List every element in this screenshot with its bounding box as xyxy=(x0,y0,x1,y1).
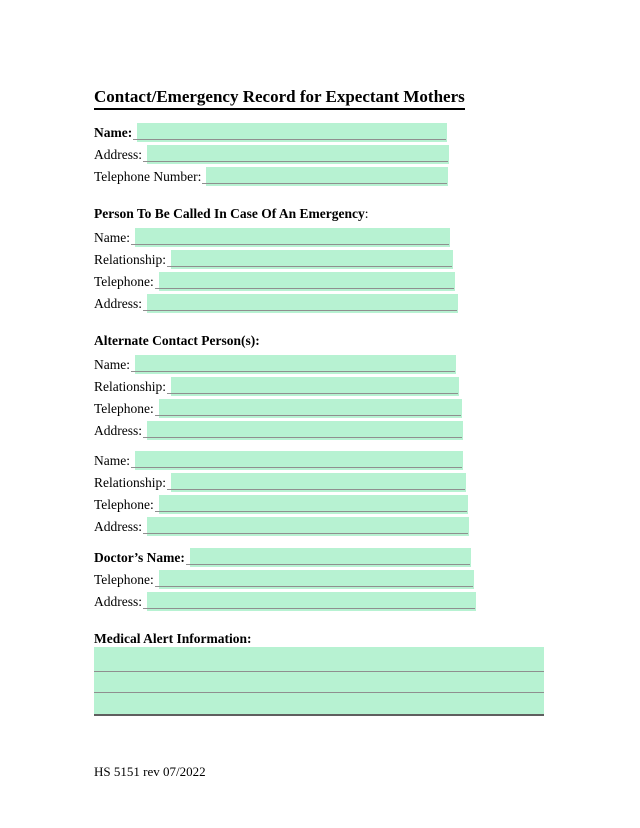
mother-address-blank[interactable] xyxy=(147,145,449,164)
alt1-name-blank[interactable] xyxy=(135,355,456,374)
heading-emergency-contact-text: Person To Be Called In Case Of An Emergency xyxy=(94,206,365,221)
emergency-name-label: Name: xyxy=(94,230,130,245)
field-row-alt1-name xyxy=(94,355,456,374)
field-row-alt2-telephone xyxy=(94,495,468,514)
alt1-name-label: Name: xyxy=(94,357,130,372)
alt2-telephone-label: Telephone: xyxy=(94,497,154,512)
doctor-address-blank[interactable] xyxy=(147,592,476,611)
emergency-telephone-blank[interactable] xyxy=(159,272,455,291)
emergency-relationship-blank[interactable] xyxy=(171,250,453,269)
alt2-relationship-label: Relationship: xyxy=(94,475,166,490)
section-mother xyxy=(94,123,544,186)
field-row-doctor-name xyxy=(94,548,471,567)
alt1-address-blank[interactable] xyxy=(147,421,463,440)
mother-name-label: Name: xyxy=(94,125,133,140)
alt2-address-blank[interactable] xyxy=(147,517,469,536)
field-row-emergency-address xyxy=(94,294,458,313)
mother-name-blank[interactable] xyxy=(137,123,447,142)
field-row-emergency-name xyxy=(94,228,450,247)
field-row-alt1-relationship xyxy=(94,377,459,396)
medical-alert-line-3[interactable] xyxy=(94,693,544,714)
field-row-alt2-name xyxy=(94,451,463,470)
medical-alert-line-2[interactable] xyxy=(94,672,544,693)
heading-emergency-contact xyxy=(94,205,544,223)
section-alternate-contact-2 xyxy=(94,451,544,536)
alt1-telephone-blank[interactable] xyxy=(159,399,462,418)
alt2-name-label: Name: xyxy=(94,453,130,468)
field-row-mother-address xyxy=(94,145,449,164)
field-row-alt1-address xyxy=(94,421,463,440)
mother-telephone-blank[interactable] xyxy=(206,167,448,186)
form-content xyxy=(94,87,544,779)
field-row-alt2-address xyxy=(94,517,469,536)
field-row-alt2-relationship xyxy=(94,473,466,492)
section-emergency-contact xyxy=(94,228,544,313)
field-row-mother-telephone xyxy=(94,167,448,186)
mother-telephone-label: Telephone Number: xyxy=(94,169,202,184)
emergency-address-blank[interactable] xyxy=(147,294,458,313)
alt2-telephone-blank[interactable] xyxy=(159,495,468,514)
mother-address-label: Address: xyxy=(94,147,142,162)
page-title: Contact/Emergency Record for Expectant Mothers xyxy=(94,87,465,110)
heading-medical-alert: Medical Alert Information: xyxy=(94,631,252,646)
field-row-emergency-relationship xyxy=(94,250,453,269)
field-row-mother-name xyxy=(94,123,447,142)
heading-emergency-contact-colon: : xyxy=(364,206,369,221)
doctor-name-label: Doctor’s Name: xyxy=(94,550,185,565)
alt2-relationship-blank[interactable] xyxy=(171,473,466,492)
emergency-telephone-label: Telephone: xyxy=(94,274,154,289)
alt1-telephone-label: Telephone: xyxy=(94,401,154,416)
medical-alert-block xyxy=(94,647,544,716)
doctor-name-blank[interactable] xyxy=(190,548,471,567)
alt2-address-label: Address: xyxy=(94,519,142,534)
field-row-emergency-telephone xyxy=(94,272,455,291)
emergency-relationship-label: Relationship: xyxy=(94,252,166,267)
alt1-relationship-blank[interactable] xyxy=(171,377,459,396)
field-row-doctor-telephone xyxy=(94,570,474,589)
heading-alternate-contacts: Alternate Contact Person(s): xyxy=(94,333,260,348)
section-alternate-contact-1 xyxy=(94,355,544,440)
emergency-address-label: Address: xyxy=(94,296,142,311)
emergency-name-blank[interactable] xyxy=(135,228,450,247)
doctor-address-label: Address: xyxy=(94,594,142,609)
doctor-telephone-blank[interactable] xyxy=(159,570,474,589)
section-doctor xyxy=(94,548,544,611)
alt1-relationship-label: Relationship: xyxy=(94,379,166,394)
medical-alert-line-1[interactable] xyxy=(94,647,544,672)
form-number-footer: HS 5151 rev 07/2022 xyxy=(94,764,206,779)
doctor-telephone-label: Telephone: xyxy=(94,572,154,587)
alt2-name-blank[interactable] xyxy=(135,451,463,470)
alt1-address-label: Address: xyxy=(94,423,142,438)
field-row-alt1-telephone xyxy=(94,399,462,418)
field-row-doctor-address xyxy=(94,592,476,611)
